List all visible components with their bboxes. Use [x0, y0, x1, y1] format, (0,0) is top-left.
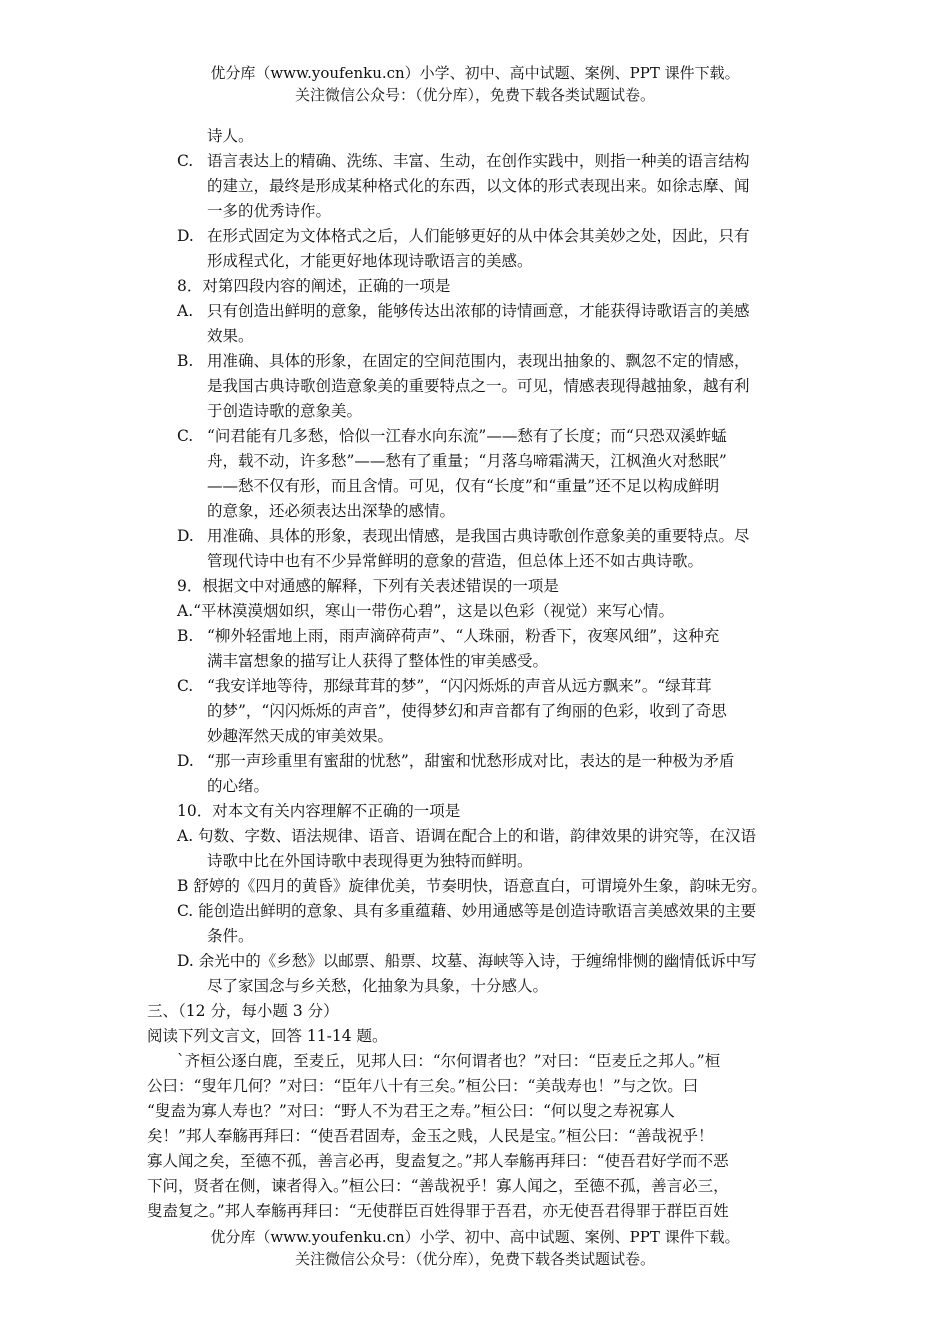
line-text: 矣！”邦人奉觞再拜曰：“使吾君固寿，金玉之贱，人民是宝。”桓公曰：“善哉祝乎！	[147, 1127, 714, 1145]
line-text: D. 余光中的《乡愁》以邮票、船票、坟墓、海峡等入诗，于缠绵悱恻的幽情低诉中写	[177, 952, 757, 970]
line-text: 公曰：“叟年几何？”对曰：“臣年八十有三矣。”桓公曰：“美哉寿也！”与之饮。曰	[147, 1077, 699, 1095]
text-line	[207, 549, 703, 573]
text-line	[207, 399, 362, 423]
page-footer	[0, 1226, 950, 1270]
text-line	[207, 924, 254, 948]
line-text: “那一声珍重里有蜜甜的忧愁”，甜蜜和忧愁形成对比，表达的是一种极为矛盾	[207, 752, 735, 770]
line-text: 下问，贤者在侧，谏者得入。”桓公曰：“善哉祝乎！寡人闻之，至德不孤，善言必三，	[147, 1177, 729, 1195]
option-label: D.	[177, 527, 194, 545]
line-text: 叟盍复之。”邦人奉觞再拜曰：“无使群臣百姓得罪于吾君，亦无使吾君得罪于群臣百姓	[147, 1202, 729, 1220]
line-text: 在形式固定为文体格式之后，人们能够更好的从中体会其美妙之处，因此，只有	[207, 227, 750, 245]
option-label: C.	[177, 427, 194, 445]
line-text: 8．对第四段内容的阐述，正确的一项是	[177, 277, 451, 295]
line-text: “柳外轻雷地上雨，雨声滴碎荷声”、“人珠丽，粉香下，夜寒风细”，这种充	[207, 627, 720, 645]
text-line	[177, 749, 734, 773]
line-text: 舟，载不动，许多愁”——愁有了重量；“月落乌啼霜满天，江枫渔火对愁眠”	[207, 452, 727, 470]
line-text: 用准确、具体的形象，在固定的空间范围内，表现出抽象的、飘忽不定的情感，	[207, 352, 750, 370]
line-text: 满丰富想象的描写让人获得了整体性的审美感受。	[207, 652, 549, 670]
line-text: “问君能有几多愁，恰似一江春水向东流”——愁有了长度；而“只恐双溪蚱蜢	[207, 427, 727, 445]
text-line	[147, 1199, 729, 1223]
line-text: 一多的优秀诗作。	[207, 202, 332, 220]
line-text: 管现代诗中也有不少异常鲜明的意象的营造，但总体上还不如古典诗歌。	[207, 552, 704, 570]
text-line	[177, 299, 750, 323]
line-text: C. 能创造出鲜明的意象、具有多重蕴藉、妙用通感等是创造诗歌语言美感效果的主要	[177, 902, 757, 920]
text-line	[207, 124, 254, 148]
text-line	[207, 474, 719, 498]
text-line	[177, 624, 719, 648]
text-line	[147, 1024, 388, 1048]
line-text: 诗人。	[207, 127, 254, 145]
line-text: 的心绪。	[207, 777, 270, 795]
line-text: 形成程式化，才能更好地体现诗歌语言的美感。	[207, 252, 533, 270]
line-text: ——愁不仅有形，而且含情。可见，仅有“长度”和“重量”还不足以构成鲜明	[207, 477, 720, 495]
line-text: “叟盍为寡人寿也？”对曰：“野人不为君王之寿。”桓公曰：“何以叟之寿祝寡人	[147, 1102, 675, 1120]
text-line	[177, 899, 756, 923]
option-label: D.	[177, 227, 194, 245]
line-text: B 舒婷的《四月的黄昏》旋律优美，节奏明快，语意直白，可谓境外生象，韵味无穷。	[177, 877, 767, 895]
option-label: B.	[177, 352, 194, 370]
text-line	[177, 524, 750, 548]
text-line	[207, 199, 331, 223]
text-line	[147, 999, 339, 1023]
text-line	[207, 174, 750, 198]
footer-line-2: 关注微信公众号：（优分库），免费下载各类试题试卷。	[294, 1250, 655, 1268]
text-line	[207, 974, 548, 998]
text-line	[207, 649, 548, 673]
text-line	[147, 1099, 675, 1123]
text-line	[207, 324, 254, 348]
text-line	[147, 1149, 729, 1173]
option-label: A.	[177, 302, 194, 320]
text-line	[177, 799, 460, 823]
text-line	[177, 224, 750, 248]
text-line	[177, 574, 559, 598]
text-line	[207, 699, 727, 723]
text-line	[177, 874, 767, 898]
line-text: 是我国古典诗歌创造意象美的重要特点之一。可见，情感表现得越抽象，越有利	[207, 377, 750, 395]
line-text: 语言表达上的精确、洗练、丰富、生动，在创作实践中，则指一种美的语言结构	[207, 152, 750, 170]
text-line	[177, 1049, 720, 1073]
line-text: `齐桓公逐白鹿，至麦丘，见邦人曰：“尔何谓者也？”对曰：“臣麦丘之邦人。”桓	[177, 1052, 721, 1070]
line-text: 的梦”，“闪闪烁烁的声音”，使得梦幻和声音都有了绚丽的色彩，收到了奇思	[207, 702, 727, 720]
text-line	[207, 374, 750, 398]
option-label: B.	[177, 627, 194, 645]
text-line	[177, 824, 756, 848]
line-text: 妙趣浑然天成的审美效果。	[207, 727, 394, 745]
line-text: 三、（12 分，每小题 3 分）	[147, 1002, 339, 1020]
text-line	[147, 1074, 698, 1098]
text-line	[207, 774, 269, 798]
text-line	[177, 949, 757, 973]
text-line	[207, 499, 455, 523]
line-text: A. 句数、字数、语法规律、语音、语调在配合上的和谐，韵律效果的讲究等，在汉语	[177, 827, 757, 845]
line-text: 诗歌中比在外国诗歌中表现得更为独特而鲜明。	[207, 852, 533, 870]
line-text: 用准确、具体的形象，表现出情感，是我国古典诗歌创作意象美的重要特点。尽	[207, 527, 750, 545]
option-label: D.	[177, 752, 194, 770]
line-text: 的建立，最终是形成某种格式化的东西，以文体的形式表现出来。如徐志摩、闻	[207, 177, 750, 195]
line-text: 的意象，还必须表达出深挚的感情。	[207, 502, 456, 520]
text-line	[207, 449, 727, 473]
text-line	[207, 849, 533, 873]
text-line	[177, 149, 750, 173]
line-text: A.“平林漠漠烟如织，寒山一带伤心碧”，这是以色彩（视觉）来写心情。	[177, 602, 674, 620]
option-label: C.	[177, 152, 194, 170]
text-line	[177, 674, 712, 698]
line-text: 阅读下列文言文，回答 11-14 题。	[147, 1027, 388, 1045]
line-text: 9．根据文中对通感的解释，下列有关表述错误的一项是	[177, 577, 559, 595]
option-label: C.	[177, 677, 194, 695]
header-line-2: 关注微信公众号：（优分库），免费下载各类试题试卷。	[294, 86, 655, 104]
line-text: “我安详地等待，那绿茸茸的梦”，“闪闪烁烁的声音从远方飘来”。“绿茸茸	[207, 677, 712, 695]
text-line	[207, 724, 393, 748]
text-line	[177, 599, 674, 623]
line-text: 条件。	[207, 927, 254, 945]
line-text: 于创造诗歌的意象美。	[207, 402, 363, 420]
line-text: 效果。	[207, 327, 254, 345]
text-line	[177, 424, 727, 448]
line-text: 寡人闻之矣，至德不孤，善言必再，叟盍复之。”邦人奉觞再拜曰：“使吾君好学而不恶	[147, 1152, 729, 1170]
line-text: 尽了家国念与乡关愁，化抽象为具象，十分感人。	[207, 977, 549, 995]
text-line	[147, 1174, 729, 1198]
header-line-1: 优分库（www.youfenku.cn）小学、初中、高中试题、案例、PPT 课件下载。	[210, 64, 740, 82]
text-line	[177, 274, 450, 298]
text-line	[177, 349, 750, 373]
text-line	[207, 249, 533, 273]
text-line	[147, 1124, 713, 1148]
page-header	[0, 62, 950, 106]
footer-line-1: 优分库（www.youfenku.cn）小学、初中、高中试题、案例、PPT 课件下载。	[210, 1228, 740, 1246]
line-text: 10．对本文有关内容理解不正确的一项是	[177, 802, 461, 820]
line-text: 只有创造出鲜明的意象，能够传达出浓郁的诗情画意，才能获得诗歌语言的美感	[207, 302, 750, 320]
